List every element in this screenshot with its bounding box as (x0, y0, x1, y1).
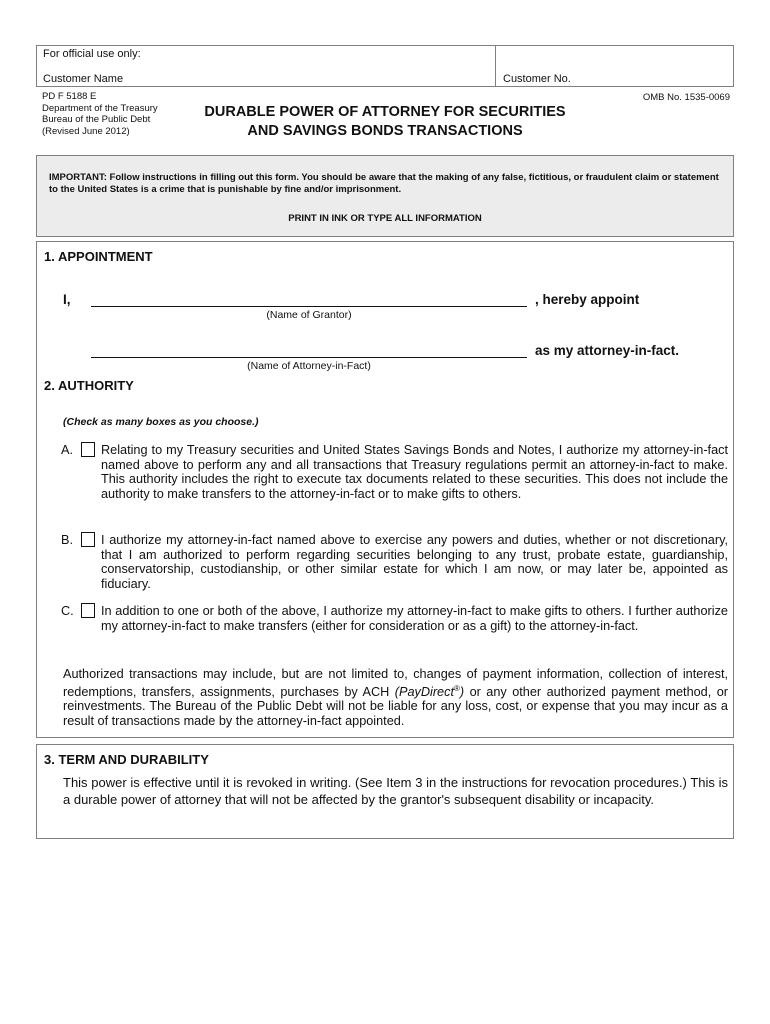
hereby-appoint-text: , hereby appoint (535, 292, 640, 307)
option-a-text: Relating to my Treasury securities and United States Savings Bonds and Notes, I authorize my attorney-in-fact named above to perform any and all transactions that Treasury regulations permit an attorney-in-fact to make. This authority includes the right to execute tax documents related to these securities. This does not include the authority to make transfers to the attorney-in-fact or to make gifts to others. (101, 443, 728, 501)
important-notice-text: IMPORTANT: Follow instructions in filling out this form. You should be aware that the making of any false, fictitious, or fraudulent claim or statement to the United States is a crime that is punishable by fine and/or imprisonment. (49, 172, 719, 195)
option-a-letter: A. (61, 443, 73, 457)
paydirect-term: (PayDirect (394, 684, 454, 699)
attorney-caption: (Name of Attorney-in-Fact) (247, 360, 371, 372)
department-name: Department of the Treasury (42, 102, 158, 114)
form-title-line2: AND SAVINGS BONDS TRANSACTIONS (247, 123, 523, 139)
authorized-transactions-text (63, 667, 728, 729)
attorney-name-line[interactable] (91, 357, 527, 358)
official-use-label: For official use only: (43, 48, 141, 60)
form-title-line1: DURABLE POWER OF ATTORNEY FOR SECURITIES (204, 104, 566, 120)
term-durability-section (36, 744, 734, 839)
option-b-text: I authorize my attorney-in-fact named above to exercise any powers and duties, whether or not discretionary, that I am authorized to perform regarding securities belonging to any trust, probate estate, guardianship, conservatorship, custodianship, or other similar estate for which I am now, or may later be, appointed as fiduciary. (101, 533, 728, 591)
option-c-checkbox[interactable] (81, 603, 95, 618)
registered-mark: ® (453, 683, 460, 693)
bureau-name: Bureau of the Public Debt (42, 114, 151, 125)
form-number: PD F 5188 E (42, 91, 97, 102)
appointment-heading: 1. APPOINTMENT (44, 249, 153, 264)
form-title (170, 103, 600, 141)
closing-part2: or any other authorized payment method, or reinvestments. The Bureau of the Public Debt will not be liable for any loss, cost, or expense that you may incur as a result of transactions made by the attorney-in-fact appointed. (63, 684, 728, 729)
appointment-authority-section (36, 241, 734, 738)
attorney-in-fact-text: as my attorney-in-fact. (535, 343, 680, 358)
official-use-box (36, 45, 734, 87)
authority-instruction: (Check as many boxes as you choose.) (63, 416, 259, 428)
i-label: I, (63, 292, 71, 307)
grantor-name-line[interactable] (91, 306, 527, 307)
closing-part1: Authorized transactions may include, but are not limited to, changes of payment information, collection of interest, redemptions, transfers, assignments, purchases by ACH (63, 667, 728, 699)
option-b-letter: B. (61, 533, 73, 547)
omb-number: OMB No. 1535-0069 (642, 92, 730, 103)
customer-no-label: Customer No. (503, 73, 571, 85)
print-notice: PRINT IN INK OR TYPE ALL INFORMATION (288, 213, 482, 224)
official-use-divider (495, 46, 496, 86)
important-notice-box (36, 155, 734, 237)
term-heading: 3. TERM AND DURABILITY (44, 752, 209, 767)
customer-name-label: Customer Name (43, 73, 124, 85)
option-c-text: In addition to one or both of the above, I authorize my attorney-in-fact to make gifts to others. I further authorize my attorney-in-fact to make transfers (either for consideration or as a gift) to the attorney-in-fact. (101, 604, 728, 633)
option-b-checkbox[interactable] (81, 532, 95, 547)
revision-date: (Revised June 2012) (42, 125, 130, 137)
term-text: This power is effective until it is revoked in writing. (See Item 3 in the instructions for revocation procedures.) This is a durable power of attorney that will not be affected by the grantor's subsequent disability or incapacity. (63, 775, 728, 807)
paydirect-close: ) (459, 684, 465, 699)
option-a-checkbox[interactable] (81, 442, 95, 457)
authority-heading: 2. AUTHORITY (44, 378, 134, 393)
option-c-letter: C. (61, 604, 74, 618)
grantor-caption: (Name of Grantor) (266, 309, 352, 321)
